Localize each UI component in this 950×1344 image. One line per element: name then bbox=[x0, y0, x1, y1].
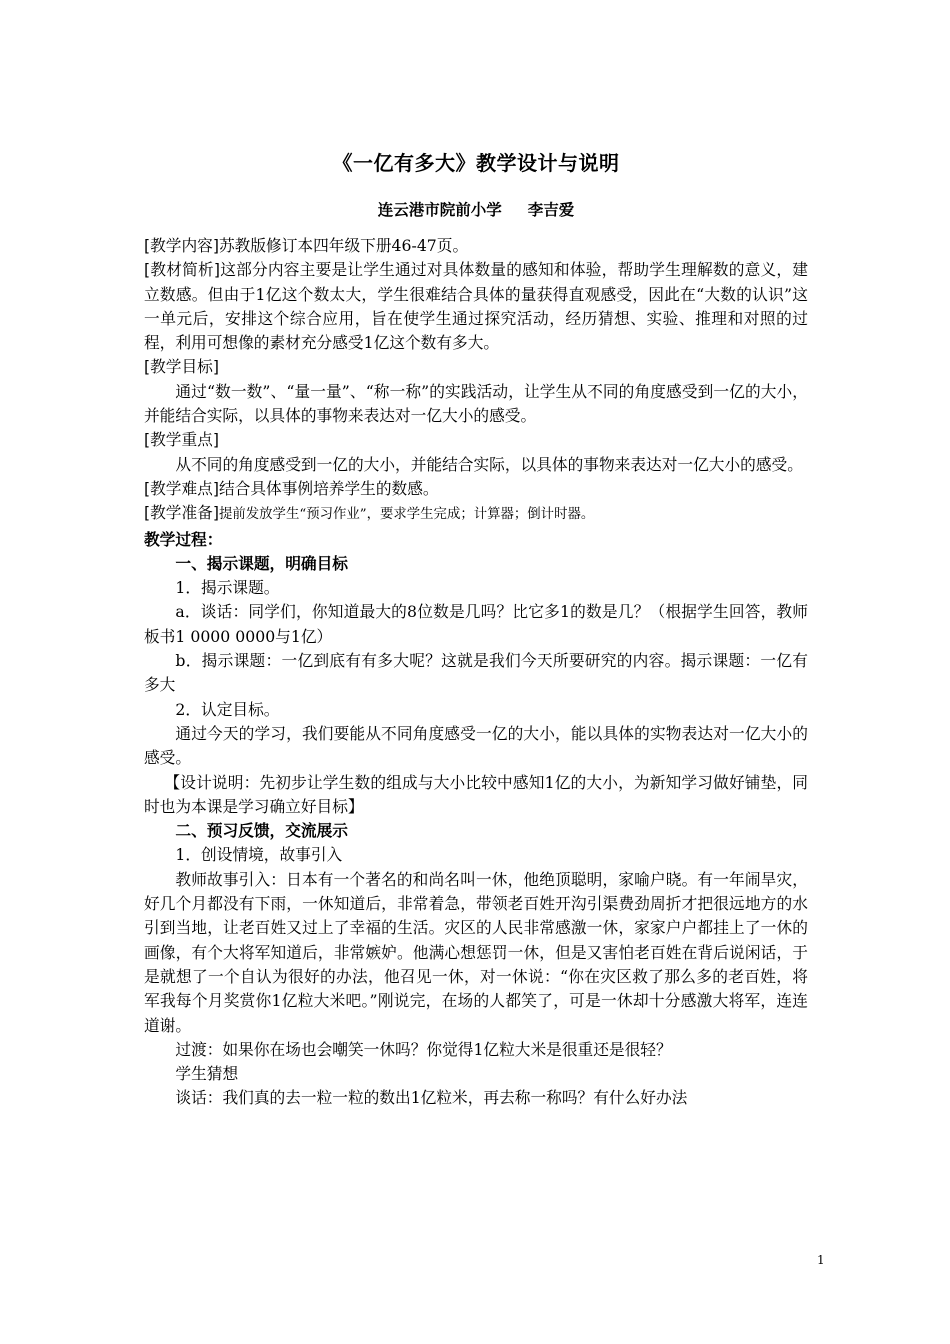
section-goal-label: [教学目标] bbox=[144, 357, 219, 377]
part1-step1: 1．揭示课题。 bbox=[175, 578, 280, 598]
section-label: [教学准备] bbox=[144, 503, 219, 523]
part2-story: 教师故事引入：日本有一个著名的和尚名叫一休，他绝顶聪明，家喻户晓。有一年闹旱灾，好几个月都没有下雨，一休知道后，非常着急，带领老百姓开沟引渠费劲周折才把很远地方的水引到当地，让老百姓又过上了幸福的生活。灾区的人民非常感激一休，家家户户都挂上了一休的画像，有个大将军知道后，非常嫉妒。他满心想惩罚一休，但是又害怕老百姓在背后说闲话，于是就想了一个自认为很好的办法，他召见一休，对一休说：“你在灾区救了那么多的老百姓，将军我每个月奖赏你1亿粒大米吧。”刚说完，在场的人都笑了，可是一休却十分感激大将军，连连道谢。 bbox=[144, 869, 808, 1035]
part2-step1: 1．创设情境，故事引入 bbox=[175, 845, 343, 865]
section-label: [教学内容] bbox=[144, 236, 219, 255]
section-difficulty: [教学难点]结合具体事例培养学生的数感。 bbox=[144, 478, 439, 498]
process-heading: 教学过程： bbox=[144, 529, 223, 549]
author-line bbox=[144, 198, 808, 222]
section-label: [教学难点] bbox=[144, 478, 219, 498]
document-body bbox=[144, 234, 808, 1111]
section-key-label: [教学重点] bbox=[144, 430, 219, 450]
part2-guess: 学生猜想 bbox=[175, 1064, 239, 1084]
part1-heading: 一、揭示课题，明确目标 bbox=[175, 553, 348, 573]
section-label: [教材简析] bbox=[144, 260, 221, 280]
part1-goal-text: 通过今天的学习，我们要能从不同角度感受一亿的大小，能以具体的实物表达对一亿大小的感受。 bbox=[144, 723, 808, 768]
part2-transition: 过渡：如果你在场也会嘲笑一休吗？你觉得1亿粒大米是很重还是很轻？ bbox=[175, 1039, 672, 1059]
part1-design-note: 【设计说明：先初步让学生数的组成与大小比较中感知1亿的大小，为新知学习做好铺垫，同时也为本课是学习确立好目标】 bbox=[144, 772, 808, 816]
section-goal-text: 通过“数一数”、“量一量”、“称一称”的实践活动，让学生从不同的角度感受到一亿的大小，并能结合实际，以具体的事物来表达对一亿大小的感受。 bbox=[144, 381, 808, 426]
section-content: [教学内容]苏教版修订本四年级下册46-47页。 bbox=[144, 236, 469, 255]
part2-heading: 二、预习反馈，交流展示 bbox=[175, 821, 348, 841]
section-key-text: 从不同的角度感受到一亿的大小，并能结合实际，以具体的事物来表达对一亿大小的感受。 bbox=[175, 454, 803, 474]
part1-step-a: a．谈话：同学们，你知道最大的8位数是几吗？比它多1的数是几？（根据学生回答，教师板书1 0000 0000与1亿） bbox=[144, 602, 808, 646]
section-analysis: [教材简析]这部分内容主要是让学生通过对具体数量的感知和体验，帮助学生理解数的意义，建立数感。但由于1亿这个数太大，学生很难结合具体的量获得直观感受，因此在“大数的认识”这一单元后，安排这个综合应用，旨在使学生通过探究活动，经历猜想、实验、推理和对照的过程，利用可想像的素材充分感受1亿这个数有多大。 bbox=[144, 260, 808, 353]
document-page bbox=[144, 150, 808, 1111]
page-number: 1 bbox=[817, 1253, 825, 1267]
part1-step2: 2．认定目标。 bbox=[175, 699, 280, 719]
part2-talk: 谈话：我们真的去一粒一粒的数出1亿粒米，再去称一称吗？有什么好办法 bbox=[175, 1088, 688, 1108]
author-name: 李吉爱 bbox=[527, 201, 575, 219]
author-school: 连云港市院前小学 bbox=[377, 201, 502, 219]
part1-step-b: b．揭示课题：一亿到底有有多大呢？这就是我们今天所要研究的内容。揭示课题：一亿有多大 bbox=[144, 651, 808, 695]
section-prep: [教学准备]提前发放学生“预习作业”，要求学生完成；计算器；倒计时器。 bbox=[144, 503, 595, 523]
document-title: 《一亿有多大》教学设计与说明 bbox=[332, 151, 620, 175]
